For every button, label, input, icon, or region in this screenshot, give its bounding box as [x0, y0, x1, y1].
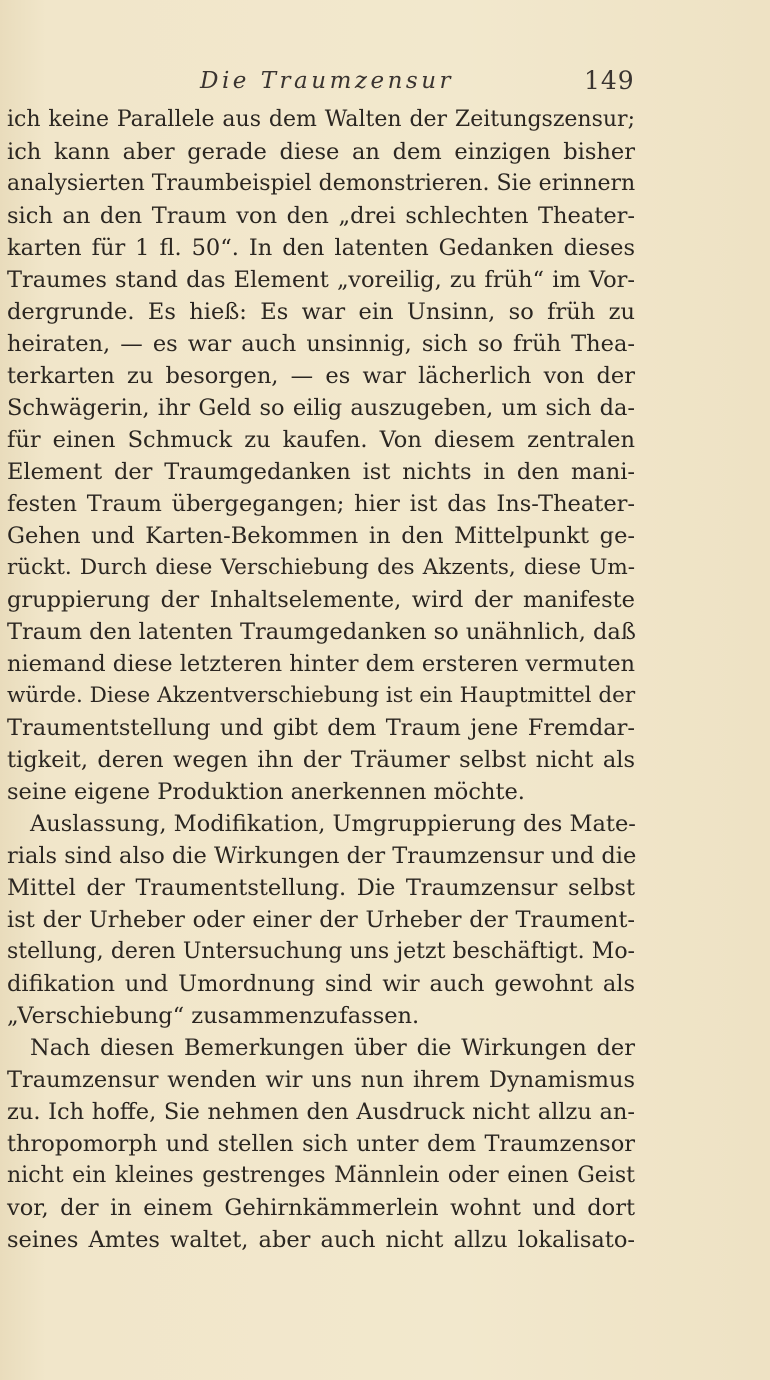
text-line: Element der Traumgedanken ist nichts in den mani-	[7, 459, 635, 485]
text-line: Traumes stand das Element „voreilig, zu früh“ im Vor-	[7, 267, 635, 293]
text-line: terkarten zu besorgen, — es war lächerlich von der	[7, 363, 635, 389]
text-line: Traumentstellung und gibt dem Traum jene Fremdar-	[7, 715, 635, 741]
text-line: zu. Ich hoffe, Sie nehmen den Ausdruck nicht allzu an-	[7, 1099, 635, 1125]
text-line: festen Traum übergegangen; hier ist das Ins-Theater-	[7, 491, 635, 517]
running-title: Die Traumzensur	[200, 68, 455, 94]
text-line: Traumzensur wenden wir uns nun ihrem Dynamismus	[7, 1067, 635, 1093]
text-line: für einen Schmuck zu kaufen. Von diesem zentralen	[7, 427, 635, 453]
text-line: würde. Diese Akzentverschiebung ist ein Hauptmittel der	[7, 683, 636, 708]
text-line: thropomorph und stellen sich unter dem Traumzensor	[7, 1131, 635, 1157]
text-line: stellung, deren Untersuchung uns jetzt beschäftigt. Mo-	[7, 939, 635, 964]
text-line: rückt. Durch diese Verschiebung des Akzents, diese Um-	[7, 555, 635, 580]
text-line: tigkeit, deren wegen ihn der Träumer selbst nicht als	[7, 747, 635, 773]
text-line: Schwägerin, ihr Geld so eilig auszugeben, um sich da-	[7, 395, 635, 421]
text-line: sich an den Traum von den „drei schlechten Theater-	[7, 203, 635, 229]
text-line: Traum den latenten Traumgedanken so unähnlich, daß	[7, 619, 636, 645]
text-line: Gehen und Karten-Bekommen in den Mittelpunkt ge-	[7, 523, 635, 549]
text-line: difikation und Umordnung sind wir auch gewohnt als	[7, 971, 635, 997]
text-line: dergrunde. Es hieß: Es war ein Unsinn, so früh zu	[7, 299, 635, 325]
text-line: ich kann aber gerade diese an dem einzigen bisher	[7, 139, 635, 165]
paragraph-first-line: Auslassung, Modifikation, Umgruppierung des Mate-	[30, 811, 636, 837]
page-number: 149	[584, 66, 635, 95]
text-line: ich keine Parallele aus dem Walten der Zeitungszensur;	[7, 107, 635, 132]
text-line: ist der Urheber oder einer der Urheber der Traument-	[7, 907, 635, 933]
text-line: vor, der in einem Gehirnkämmerlein wohnt und dort	[7, 1195, 635, 1221]
page-header	[0, 62, 770, 102]
text-line: seines Amtes waltet, aber auch nicht allzu lokalisato-	[7, 1227, 635, 1253]
text-line: nicht ein kleines gestrenges Männlein oder einen Geist	[7, 1163, 635, 1188]
paragraph-first-line: Nach diesen Bemerkungen über die Wirkungen der	[30, 1035, 635, 1061]
text-line: niemand diese letzteren hinter dem ersteren vermuten	[7, 651, 636, 677]
paragraph-last-line: „Verschiebung“ zusammenzufassen.	[7, 1003, 420, 1029]
text-line: analysierten Traumbeispiel demonstrieren. Sie erinnern	[7, 171, 636, 196]
text-line: rials sind also die Wirkungen der Traumzensur und die	[7, 843, 637, 869]
text-line: karten für 1 fl. 50“. In den latenten Gedanken dieses	[7, 235, 635, 261]
paragraph-last-line: seine eigene Produktion anerkennen möchte.	[7, 779, 525, 805]
text-line: gruppierung der Inhaltselemente, wird der manifeste	[7, 587, 635, 613]
text-line: Mittel der Traumentstellung. Die Traumzensur selbst	[7, 875, 635, 901]
text-line: heiraten, — es war auch unsinnig, sich so früh Thea-	[7, 331, 635, 357]
